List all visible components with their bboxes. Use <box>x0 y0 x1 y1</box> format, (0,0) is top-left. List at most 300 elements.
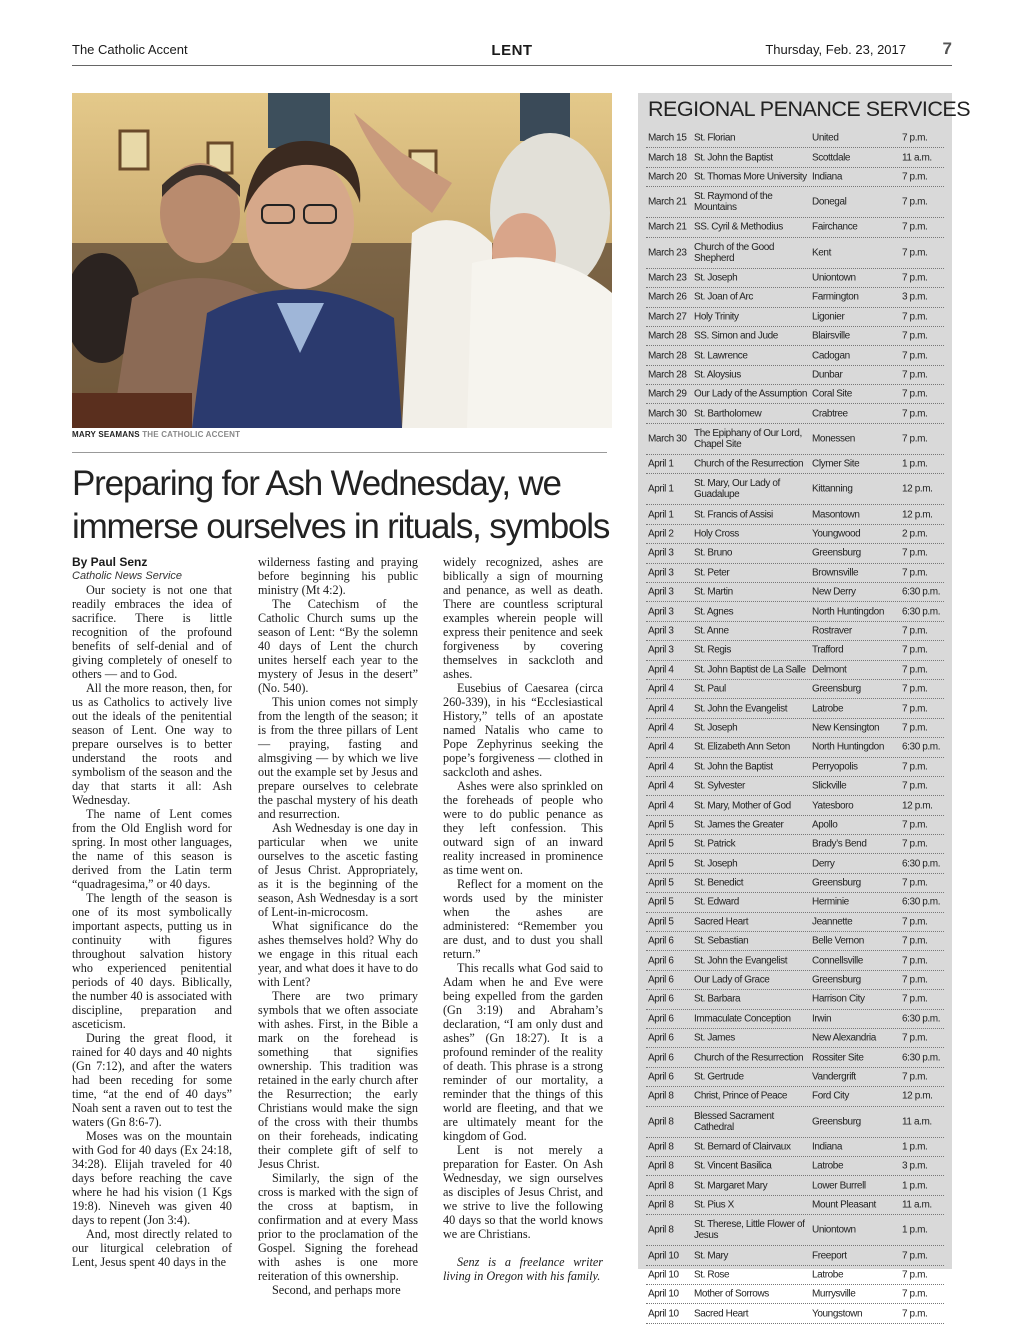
service-time: 6:30 p.m. <box>902 741 941 753</box>
service-parish: Immaculate Conception <box>694 1013 791 1025</box>
service-time: 7 p.m. <box>902 625 928 637</box>
service-date: March 29 <box>648 388 687 400</box>
paragraph: Eusebius of Caesarea (circa 260-339), in his “Ecclesiastical History,” tells of an apostate named Natalis who came to Pope Zephyrinus seeking the pope’s forgiveness — clothed in sackcloth and ashes. <box>443 681 603 779</box>
service-time: 7 p.m. <box>902 247 928 259</box>
article-column-2 <box>258 555 418 1297</box>
service-date: April 10 <box>648 1308 679 1320</box>
service-row <box>646 854 944 873</box>
sidebar-title: REGIONAL PENANCE SERVICES <box>648 97 971 121</box>
service-time: 3 p.m. <box>902 1160 928 1172</box>
service-time: 7 p.m. <box>902 1288 928 1300</box>
service-row <box>646 564 944 583</box>
service-parish: St. Mary, Mother of God <box>694 800 791 811</box>
service-parish: Our Lady of Grace <box>694 974 770 986</box>
paragraph: The length of the season is one of its most symbolically important aspects, putting us in continuity with figures throughout salvation history who experienced penitential periods of 40 days. Biblically, the number 40 is associated with discipline, preparation and asceticism. <box>72 891 232 1031</box>
service-date: April 5 <box>648 916 674 928</box>
paragraph: The Catechism of the Catholic Church sums up the season of Lent: “By the solemn 40 days of Lent the church unites herself each year to the mystery of Jesus in the desert” (No. 540). <box>258 597 418 695</box>
service-parish: St. Patrick <box>694 838 736 850</box>
service-parish: St. Peter <box>694 567 730 579</box>
paragraph: And, most directly related to our liturgical celebration of Lent, Jesus spent 40 days in the <box>72 1227 232 1269</box>
service-time: 7 p.m. <box>902 1071 928 1083</box>
service-row <box>646 327 944 346</box>
service-row <box>646 835 944 854</box>
service-parish: Sacred Heart <box>694 1308 749 1320</box>
service-town: Greensburg <box>812 683 861 695</box>
service-row <box>646 913 944 932</box>
section-label: LENT <box>491 42 533 59</box>
service-row <box>646 346 944 365</box>
service-time: 1 p.m. <box>902 1180 928 1192</box>
service-date: April 1 <box>648 483 674 495</box>
service-row <box>646 932 944 951</box>
service-time: 7 p.m. <box>902 838 928 850</box>
service-row <box>646 238 944 269</box>
service-parish: St. Elizabeth Ann Seton <box>694 741 790 753</box>
article-column-3 <box>443 555 603 1283</box>
service-time: 7 p.m. <box>902 196 928 208</box>
paragraph: This union comes not simply from the length of the season; it is from the three pillars of Lent — praying, fasting and almsgiving — by which we live out the example set by Jesus and prepare ourselves to celebrate the paschal mystery of his death and resurrection. <box>258 695 418 821</box>
service-date: March 27 <box>648 311 687 323</box>
service-time: 7 p.m. <box>902 547 928 559</box>
service-time: 7 p.m. <box>902 1032 928 1044</box>
service-town: Vandergrift <box>812 1071 856 1083</box>
service-time: 7 p.m. <box>902 974 928 986</box>
article-divider <box>72 452 607 453</box>
news-service: Catholic News Service <box>72 570 183 582</box>
service-time: 2 p.m. <box>902 528 928 540</box>
services-table <box>646 129 944 1324</box>
service-date: April 1 <box>648 509 674 521</box>
paragraph: wilderness fasting and praying before beginning his public ministry (Mt 4:2). <box>258 555 418 597</box>
service-date: April 5 <box>648 877 674 889</box>
service-time: 11 a.m. <box>902 1199 932 1211</box>
service-town: Lower Burrell <box>812 1180 866 1192</box>
service-date: April 3 <box>648 644 674 656</box>
service-row <box>646 758 944 777</box>
service-date: April 10 <box>648 1269 679 1281</box>
service-time: 7 p.m. <box>902 350 928 361</box>
service-parish: St. Vincent Basilica <box>694 1160 772 1172</box>
service-time: 7 p.m. <box>902 132 928 144</box>
service-parish: Church of the Good Shepherd <box>694 241 775 264</box>
service-parish: St. Bernard of Clairvaux <box>694 1141 791 1153</box>
service-row <box>646 796 944 815</box>
service-town: Scottdale <box>812 152 851 164</box>
service-parish: Holy Trinity <box>694 311 739 323</box>
service-date: April 4 <box>648 761 674 773</box>
service-town: Crabtree <box>812 408 848 420</box>
service-parish: Church of the Resurrection <box>694 458 804 470</box>
paragraph: The name of Lent comes from the Old English word for spring. In most other languages, the name of this season is derived from the Latin term “quadragesima,” or 40 days. <box>72 807 232 891</box>
service-time: 12 p.m. <box>902 483 933 495</box>
paragraph: Moses was on the mountain with God for 40 days (Ex 24:18, 34:28). Elijah traveled for 40 days before reaching the cave where he had his vision (1 Kgs 19:8). Nineveh was given 40 days to repent (Jon 3:4). <box>72 1129 232 1227</box>
service-row <box>646 874 944 893</box>
service-date: April 3 <box>648 547 674 559</box>
service-date: April 5 <box>648 858 674 870</box>
service-town: Farmington <box>812 291 859 303</box>
service-row <box>646 385 944 404</box>
service-time: 6:30 p.m. <box>902 1052 941 1064</box>
service-row <box>646 641 944 660</box>
service-row <box>646 680 944 699</box>
paragraph: During the great flood, it rained for 40 days and 40 nights (Gn 7:12), and after the waters had been receding for some time, “at the end of 40 days” Noah sent a raven out to test the waters (Gn 8:6-7). <box>72 1031 232 1129</box>
service-date: April 8 <box>648 1116 674 1128</box>
service-town: Latrobe <box>812 1269 844 1281</box>
service-row <box>646 1176 944 1195</box>
service-time: 7 p.m. <box>902 1269 928 1281</box>
service-town: New Kensington <box>812 722 880 734</box>
service-date: April 6 <box>648 1052 674 1064</box>
service-parish: St. Joseph <box>694 272 738 284</box>
service-row <box>646 404 944 423</box>
service-row <box>646 505 944 524</box>
paragraph: Similarly, the sign of the cross is marked with the sign of the cross at baptism, in confirmation and at every Mass prior to the proclamation of the Gospel. Signing the forehead with ashes is one more reiteration of this ownership. <box>258 1171 418 1283</box>
paragraph: There are two primary symbols that we often associate with ashes. First, in the Bible a mark on the forehead is something that signifies ownership. This tradition was retained in the early church after the Resurrection; the early Christians would make the sign of the cross with their thumbs on their foreheads, indicating their complete gift of self to Jesus Christ. <box>258 989 418 1171</box>
service-row <box>646 1138 944 1157</box>
service-date: April 6 <box>648 1071 674 1083</box>
service-parish: St. Lawrence <box>694 350 748 361</box>
service-parish: St. Agnes <box>694 606 734 618</box>
service-town: Greensburg <box>812 1116 861 1128</box>
service-town: Latrobe <box>812 703 844 715</box>
service-town: Ligonier <box>812 311 845 323</box>
service-town: Blairsville <box>812 330 850 342</box>
service-parish: St. Mary, Our Lady of Guadalupe <box>694 478 780 501</box>
service-parish: St. Bruno <box>694 547 733 559</box>
service-parish: Sacred Heart <box>694 916 749 928</box>
service-town: Perryopolis <box>812 761 858 773</box>
service-row <box>646 218 944 237</box>
service-town: Masontown <box>812 509 860 521</box>
service-parish: St. Aloysius <box>694 369 741 381</box>
service-date: April 8 <box>648 1160 674 1172</box>
service-date: March 30 <box>648 408 687 420</box>
service-row <box>646 308 944 327</box>
author-bio: Senz is a freelance writer living in Oregon with his family. <box>443 1255 603 1283</box>
service-time: 6:30 p.m. <box>902 858 941 870</box>
service-town: Belle Vernon <box>812 935 864 947</box>
service-date: April 3 <box>648 567 674 579</box>
service-parish: SS. Cyril & Methodius <box>694 221 783 233</box>
service-row <box>646 893 944 912</box>
service-date: April 3 <box>648 606 674 618</box>
service-town: Youngwood <box>812 528 861 540</box>
paragraph: Ashes were also sprinkled on the foreheads of people who were to do public penance as they left confession. This outward sign of an inward reality increased in prominence as time went on. <box>443 779 603 877</box>
service-town: Murrysville <box>812 1288 856 1300</box>
service-row <box>646 1266 944 1285</box>
service-row <box>646 699 944 718</box>
service-date: April 6 <box>648 955 674 967</box>
service-parish: Mother of Sorrows <box>694 1288 769 1300</box>
service-time: 1 p.m. <box>902 1141 928 1153</box>
service-time: 12 p.m. <box>902 1090 933 1102</box>
service-time: 1 p.m. <box>902 458 928 470</box>
service-date: March 21 <box>648 221 687 233</box>
service-row <box>646 951 944 970</box>
service-time: 7 p.m. <box>902 683 928 695</box>
service-row <box>646 474 944 505</box>
issue-date: Thursday, Feb. 23, 2017 <box>765 42 906 57</box>
service-time: 7 p.m. <box>902 780 928 792</box>
service-town: Latrobe <box>812 1160 844 1172</box>
service-town: Cadogan <box>812 350 850 361</box>
service-row <box>646 187 944 218</box>
service-date: March 28 <box>648 330 687 342</box>
service-date: April 8 <box>648 1199 674 1211</box>
service-parish: St. Pius X <box>694 1199 734 1211</box>
service-parish: St. Joan of Arc <box>694 291 754 303</box>
service-row <box>646 168 944 187</box>
service-date: April 8 <box>648 1180 674 1192</box>
service-time: 7 p.m. <box>902 935 928 947</box>
service-parish: St. Margaret Mary <box>694 1180 768 1192</box>
credit-organization: THE CATHOLIC ACCENT <box>142 430 241 439</box>
photo-credit <box>72 430 240 439</box>
service-row <box>646 1048 944 1067</box>
service-date: March 18 <box>648 152 687 164</box>
service-row <box>646 148 944 167</box>
service-town: Freeport <box>812 1250 847 1261</box>
service-parish: St. John the Evangelist <box>694 703 788 715</box>
service-parish: St. Thomas More University <box>694 171 807 183</box>
service-row <box>646 544 944 563</box>
service-row <box>646 990 944 1009</box>
service-row <box>646 1010 944 1029</box>
service-town: Kittanning <box>812 483 853 495</box>
service-town: New Alexandria <box>812 1032 876 1044</box>
service-date: March 15 <box>648 132 687 144</box>
service-town: Brady’s Bend <box>812 838 867 850</box>
service-time: 7 p.m. <box>902 703 928 715</box>
service-date: April 8 <box>648 1224 674 1236</box>
service-town: Slickville <box>812 780 847 792</box>
service-town: Indiana <box>812 1141 843 1153</box>
service-row <box>646 777 944 796</box>
service-row <box>646 738 944 757</box>
service-parish: St. James <box>694 1032 735 1044</box>
service-parish: St. John Baptist de La Salle <box>694 664 806 676</box>
service-town: Jeannette <box>812 916 853 928</box>
service-row <box>646 129 944 148</box>
service-town: North Huntingdon <box>812 741 884 753</box>
paper-name: The Catholic Accent <box>72 42 188 57</box>
service-date: March 26 <box>648 291 687 303</box>
paragraph: What significance do the ashes themselves hold? Why do we engage in this ritual each year, and what does it have to do with Lent? <box>258 919 418 989</box>
service-town: Clymer Site <box>812 458 860 470</box>
service-time: 6:30 p.m. <box>902 896 941 908</box>
service-row <box>646 602 944 621</box>
service-row <box>646 424 944 455</box>
service-date: April 5 <box>648 896 674 908</box>
service-date: April 10 <box>648 1250 679 1261</box>
service-parish: Our Lady of the Assumption <box>694 388 808 400</box>
service-row <box>646 583 944 602</box>
service-town: Brownsville <box>812 567 859 579</box>
service-row <box>646 719 944 738</box>
service-town: Yatesboro <box>812 800 854 811</box>
service-time: 7 p.m. <box>902 433 928 445</box>
service-time: 7 p.m. <box>902 567 928 579</box>
service-parish: St. Regis <box>694 644 731 656</box>
service-row <box>646 1107 944 1138</box>
service-time: 7 p.m. <box>902 664 928 676</box>
service-town: Fairchance <box>812 221 858 233</box>
service-time: 1 p.m. <box>902 1224 928 1236</box>
service-parish: St. Sebastian <box>694 935 749 947</box>
article-headline: Preparing for Ash Wednesday, we immerse ourselves in rituals, symbols <box>72 464 610 546</box>
service-date: March 20 <box>648 171 687 183</box>
service-date: April 4 <box>648 664 674 676</box>
service-parish: St. James the Greater <box>694 819 784 831</box>
service-parish: St. Rose <box>694 1269 730 1281</box>
service-time: 7 p.m. <box>902 722 928 734</box>
service-parish: St. Joseph <box>694 722 738 734</box>
service-date: April 4 <box>648 780 674 792</box>
service-time: 7 p.m. <box>902 272 928 284</box>
service-parish: St. Mary <box>694 1250 729 1261</box>
service-time: 6:30 p.m. <box>902 1013 941 1025</box>
service-time: 7 p.m. <box>902 408 928 420</box>
service-town: Greensburg <box>812 974 861 986</box>
service-town: Trafford <box>812 644 844 656</box>
service-town: Coral Site <box>812 388 852 400</box>
service-date: March 23 <box>648 247 687 259</box>
paragraph: Ash Wednesday is one day in particular when we unite ourselves to the ascetic fasting of Jesus Christ. Appropriately, as it is the beginning of the season, Ash Wednesday is a sort of Lent-in-microcosm. <box>258 821 418 919</box>
page-header <box>72 40 952 62</box>
service-parish: St. Anne <box>694 625 729 637</box>
service-time: 11 a.m. <box>902 1116 932 1128</box>
byline: By Paul Senz <box>72 555 148 569</box>
service-time: 7 p.m. <box>902 644 928 656</box>
service-town: Monessen <box>812 433 855 445</box>
service-row <box>646 1246 944 1265</box>
service-parish: The Epiphany of Our Lord, Chapel Site <box>694 427 802 450</box>
service-parish: St. John the Evangelist <box>694 955 788 967</box>
service-row <box>646 366 944 385</box>
service-row <box>646 1215 944 1246</box>
service-time: 7 p.m. <box>902 916 928 928</box>
service-parish: St. Raymond of the Mountains <box>694 191 773 214</box>
service-parish: Church of the Resurrection <box>694 1052 804 1064</box>
service-row <box>646 661 944 680</box>
service-parish: St. Francis of Assisi <box>694 509 773 521</box>
service-date: April 6 <box>648 974 674 986</box>
service-row <box>646 1157 944 1176</box>
service-town: Donegal <box>812 196 847 208</box>
service-time: 6:30 p.m. <box>902 586 941 598</box>
service-row <box>646 1304 944 1323</box>
service-date: March 30 <box>648 433 687 445</box>
service-town: Kent <box>812 247 831 259</box>
service-row <box>646 288 944 307</box>
service-time: 7 p.m. <box>902 330 928 342</box>
service-date: April 1 <box>648 458 674 470</box>
service-time: 7 p.m. <box>902 311 928 323</box>
service-parish: St. Florian <box>694 132 736 144</box>
service-town: Greensburg <box>812 547 861 559</box>
service-parish: St. Edward <box>694 896 739 908</box>
header-divider <box>72 65 952 66</box>
paragraph: All the more reason, then, for us as Catholics to actively live out the ideals of the penitential season of Lent. One way to prepare ourselves is to better understand the roots and symbolism of the season and the day that starts it all: Ash Wednesday. <box>72 681 232 807</box>
service-date: April 2 <box>648 528 674 540</box>
service-time: 7 p.m. <box>902 955 928 967</box>
service-time: 7 p.m. <box>902 993 928 1005</box>
service-parish: St. Barbara <box>694 993 741 1005</box>
photographer-name: MARY SEAMANS <box>72 430 140 439</box>
service-parish: St. Martin <box>694 586 733 598</box>
service-town: Rossiter Site <box>812 1052 864 1064</box>
service-row <box>646 971 944 990</box>
paragraph: Our society is not one that readily embraces the idea of sacrifice. There is little recognition of the profound benefits of self-denial and of giving completely of oneself to others — and to God. <box>72 583 232 681</box>
service-row <box>646 816 944 835</box>
service-town: Mount Pleasant <box>812 1199 876 1211</box>
service-town: Dunbar <box>812 369 843 381</box>
service-date: April 6 <box>648 1032 674 1044</box>
paragraph: Reflect for a moment on the words used by the minister when the ashes are administered: “Remember you are dust, and to dust you shall return.” <box>443 877 603 961</box>
service-row <box>646 525 944 544</box>
ash-wednesday-photo <box>72 93 612 428</box>
service-parish: St. John the Baptist <box>694 152 773 164</box>
service-row <box>646 622 944 641</box>
service-town: New Derry <box>812 586 856 598</box>
service-town: Harrison City <box>812 993 865 1005</box>
service-row <box>646 269 944 288</box>
service-parish: St. Sylvester <box>694 780 745 792</box>
service-town: Uniontown <box>812 1224 856 1236</box>
service-parish: St. Joseph <box>694 858 738 870</box>
service-time: 7 p.m. <box>902 171 928 183</box>
service-date: March 23 <box>648 272 687 284</box>
service-time: 7 p.m. <box>902 819 928 831</box>
service-date: April 4 <box>648 683 674 695</box>
service-parish: Holy Cross <box>694 528 739 540</box>
service-date: April 3 <box>648 586 674 598</box>
service-parish: St. Paul <box>694 683 726 695</box>
service-time: 6:30 p.m. <box>902 606 941 618</box>
service-parish: St. Therese, Little Flower of Jesus <box>694 1219 805 1242</box>
service-row <box>646 1068 944 1087</box>
service-date: April 5 <box>648 838 674 850</box>
service-parish: Blessed Sacrament Cathedral <box>694 1110 774 1133</box>
service-parish: Christ, Prince of Peace <box>694 1090 788 1102</box>
service-date: April 5 <box>648 819 674 831</box>
service-time: 7 p.m. <box>902 761 928 773</box>
service-date: April 4 <box>648 800 674 811</box>
service-parish: St. Benedict <box>694 877 744 889</box>
service-town: Derry <box>812 858 835 870</box>
service-date: April 6 <box>648 935 674 947</box>
service-town: Apollo <box>812 819 838 831</box>
service-row <box>646 455 944 474</box>
service-date: April 4 <box>648 703 674 715</box>
service-row <box>646 1029 944 1048</box>
penance-services-sidebar <box>638 93 971 1320</box>
service-time: 11 a.m. <box>902 152 932 164</box>
page-number: 7 <box>942 39 952 58</box>
service-parish: St. Gertrude <box>694 1071 744 1083</box>
service-date: March 28 <box>648 350 687 361</box>
service-date: March 21 <box>648 196 687 208</box>
service-town: United <box>812 132 839 144</box>
photo-illustration <box>72 93 612 428</box>
service-time: 7 p.m. <box>902 388 928 400</box>
paragraph: Second, and perhaps more <box>272 1283 401 1297</box>
service-town: Greensburg <box>812 877 861 889</box>
service-date: April 8 <box>648 1090 674 1102</box>
paragraph: widely recognized, ashes are biblically a sign of mourning and penance, as well as death. There are countless scriptural examples wherein people will express their penitence and seek forgiveness by covering themselves in sackcloth and ashes. <box>443 555 603 681</box>
service-town: Delmont <box>812 664 847 676</box>
paragraph: Lent is not merely a preparation for Easter. On Ash Wednesday, we sign ourselves as disciples of Jesus Christ, and we strive to live the following 40 days so that the world knows we are Christians. <box>443 1143 603 1241</box>
